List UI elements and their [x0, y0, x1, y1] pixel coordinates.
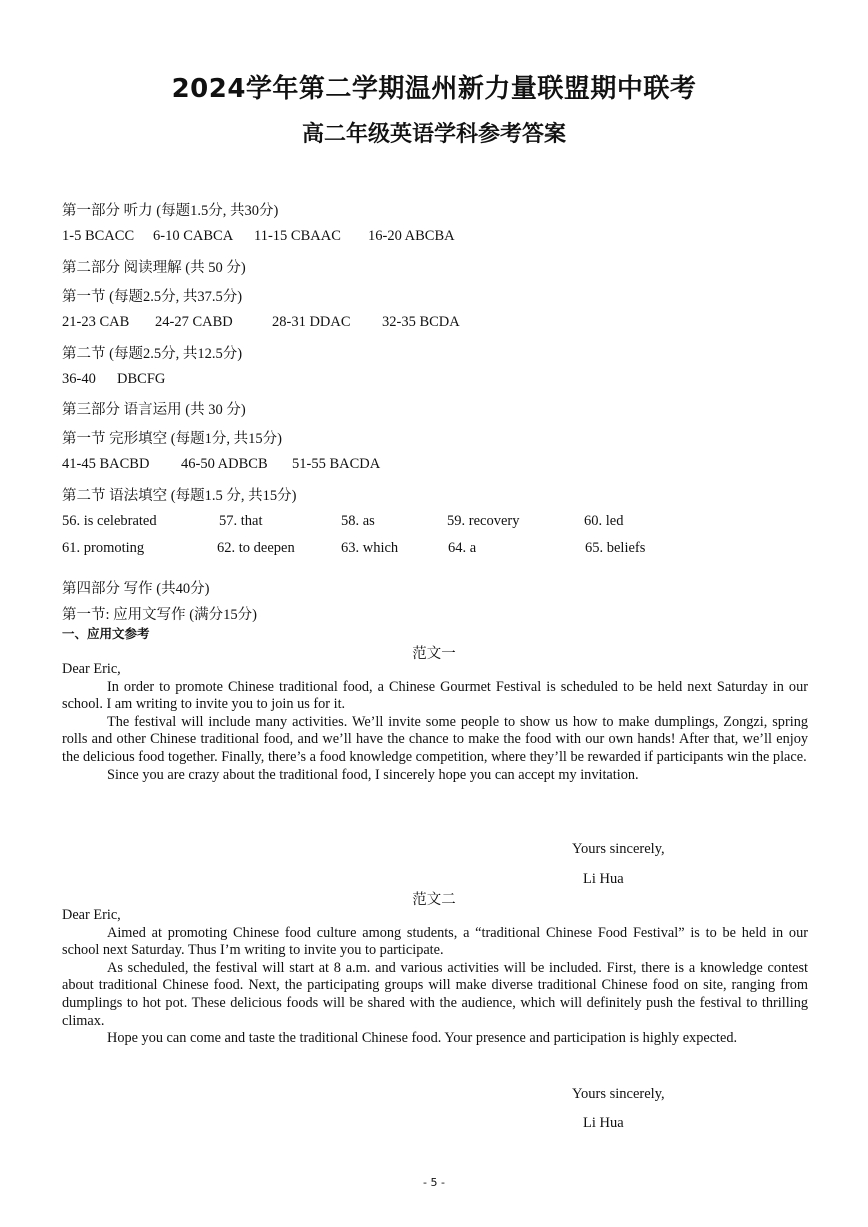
- grammar-answer: 57. that: [219, 513, 263, 529]
- part2-section1-heading: 第一节 (每题2.5分, 共37.5分): [62, 289, 243, 305]
- grammar-answer: 62. to deepen: [217, 540, 295, 556]
- reference-label: 一、应用文参考: [62, 626, 150, 641]
- part4-section1-heading: 第一节: 应用文写作 (满分15分): [62, 607, 257, 623]
- answer-group: 51-55 BACDA: [292, 456, 381, 472]
- letter-paragraph: Aimed at promoting Chinese food culture among students, a “traditional Chinese Food Festival” is to be held in our school next Saturday. Thus I’m writing to invite you to participate.: [62, 924, 808, 959]
- essay1-signature: Li Hua: [583, 871, 624, 887]
- part2-heading: 第二部分 阅读理解 (共 50 分): [62, 260, 246, 276]
- essay1-letter: [62, 661, 808, 784]
- grammar-answer: 58. as: [341, 513, 375, 529]
- answer-key-subtitle: 高二年级英语学科参考答案: [301, 122, 566, 147]
- answer-group: 24-27 CABD: [155, 314, 233, 330]
- essay2-title: 范文二: [412, 892, 456, 908]
- answer-group: 11-15 CBAAC: [254, 228, 341, 244]
- answer-group: 46-50 ADBCB: [181, 456, 268, 472]
- answer-group: 21-23 CAB: [62, 314, 130, 330]
- answer-group: 1-5 BCACC: [62, 228, 135, 244]
- grammar-answer: 59. recovery: [447, 513, 520, 529]
- answer-range: 36-40: [62, 371, 96, 387]
- answer-group: 16-20 ABCBA: [368, 228, 455, 244]
- essay2-closing: Yours sincerely,: [572, 1086, 665, 1102]
- letter-paragraph: Hope you can come and taste the traditional Chinese food. Your presence and participation is highly expected.: [107, 1030, 738, 1047]
- part1-heading: 第一部分 听力 (每题1.5分, 共30分): [62, 203, 279, 219]
- letter-salutation: Dear Eric,: [62, 907, 121, 923]
- letter-paragraph: Since you are crazy about the traditional food, I sincerely hope you can accept my invitation.: [107, 766, 639, 783]
- grammar-answer: 64. a: [448, 540, 477, 556]
- page-number: - 5 -: [423, 1176, 445, 1189]
- essay2-letter: [62, 907, 808, 1048]
- letter-salutation: Dear Eric,: [62, 661, 121, 677]
- grammar-answer: 56. is celebrated: [62, 513, 157, 529]
- part4-heading: 第四部分 写作 (共40分): [62, 581, 210, 597]
- part3-heading: 第三部分 语言运用 (共 30 分): [62, 402, 246, 418]
- answer-group: 41-45 BACBD: [62, 456, 150, 472]
- answer-group: 28-31 DDAC: [272, 314, 351, 330]
- grammar-answer: 60. led: [584, 513, 624, 529]
- essay2-signature: Li Hua: [583, 1115, 624, 1131]
- grammar-answer: 63. which: [341, 540, 399, 556]
- letter-paragraph: The festival will include many activities. We’ll invite some people to show us how to make dumplings, Zongzi, spring rolls and other Chinese traditional food, and we’ll have the chance to make the food with our own hands! After that, we’ll enjoy the delicious food together. Finally, there’s a food knowledge competition, where they’ll be rewarded if participants win the place.: [62, 713, 808, 765]
- part3-section1-heading: 第一节 完形填空 (每题1分, 共15分): [62, 431, 282, 447]
- essay1-title: 范文一: [412, 646, 456, 662]
- essay1-closing: Yours sincerely,: [572, 841, 665, 857]
- answer-group: 32-35 BCDA: [382, 314, 460, 330]
- part2-section2-heading: 第二节 (每题2.5分, 共12.5分): [62, 346, 243, 362]
- letter-paragraph: In order to promote Chinese traditional food, a Chinese Gourmet Festival is scheduled to be held next Saturday in our school. I am writing to invite you to join us for it.: [62, 678, 808, 713]
- exam-title: 2024学年第二学期温州新力量联盟期中联考: [171, 74, 697, 104]
- letter-paragraph: As scheduled, the festival will start at 8 a.m. and various activities will be included. First, there is a knowledge contest about traditional Chinese food. Next, the participating groups will make diverse traditional Chinese food on site, ranging from dumplings to hot pot. These delicious foods will be shared with the audience, which will definitely push the festival to thrilling climax.: [62, 959, 808, 1029]
- grammar-answer: 65. beliefs: [585, 540, 646, 556]
- answer-group: 6-10 CABCA: [153, 228, 234, 244]
- grammar-answer: 61. promoting: [62, 540, 145, 556]
- part3-section2-heading: 第二节 语法填空 (每题1.5 分, 共15分): [62, 488, 297, 504]
- answer-letters: DBCFG: [117, 371, 166, 387]
